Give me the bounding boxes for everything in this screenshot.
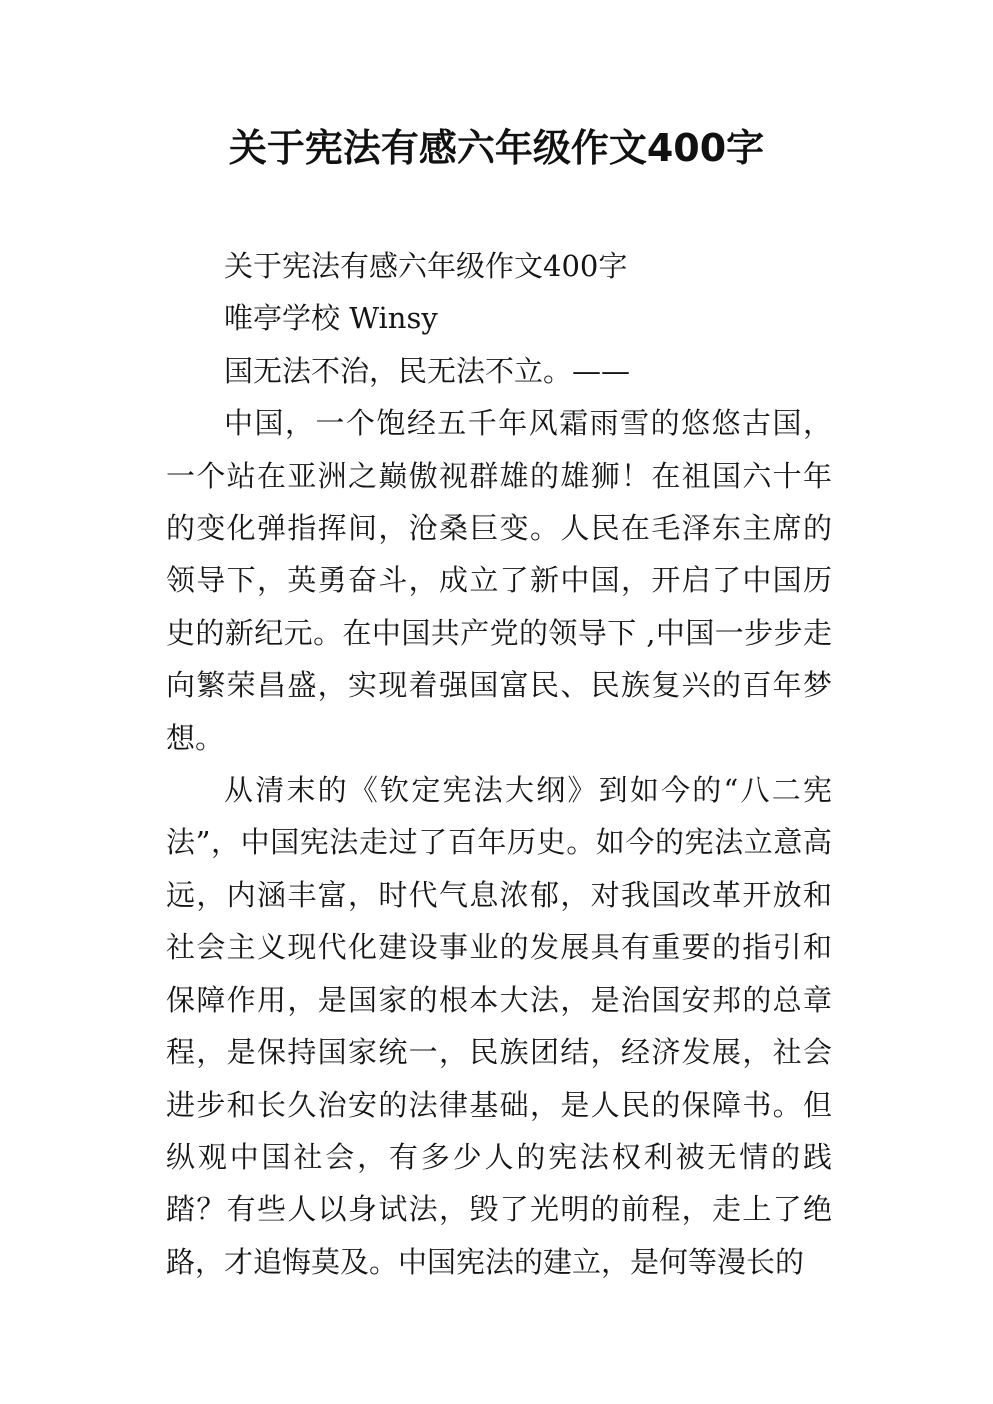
paragraph-constitution: 从清末的《钦定宪法大纲》到如今的“八二宪法”，中国宪法走过了百年历史。如今的宪法立意高远，内涵丰富，时代气息浓郁，对我国改革开放和社会主义现代化建设事业的发展具有重要的指引和保障作用，是国家的根本大法，是治国安邦的总章程，是保持国家统一，民族团结，经济发展，社会进步和长久治安的法律基础，是人民的保障书。但纵观中国社会，有多少人的宪法权利被无情的践踏？有些人以身试法，毁了光明的前程，走上了绝路，才追悔莫及。中国宪法的建立，是何等漫长的 [166, 773, 832, 1279]
paragraph-heading: 关于宪法有感六年级作文400字 [224, 249, 628, 283]
paragraph-china: 中国，一个饱经五千年风霜雨雪的悠悠古国，一个站在亚洲之巅傲视群雄的雄狮！在祖国六十年的变化弹指挥间，沧桑巨变。人民在毛泽东主席的领导下，英勇奋斗，成立了新中国，开启了中国历史的新纪元。在中国共产党的领导下 ,中国一步步走向繁荣昌盛，实现着强国富民、民族复兴的百年梦想。 [166, 406, 833, 755]
paragraph-author: 唯亭学校 Winsy [224, 301, 438, 336]
paragraph-quote: 国无法不治，民无法不立。—— [224, 353, 631, 388]
document-title: 关于宪法有感六年级作文400字 [228, 126, 765, 170]
document-body [166, 240, 832, 1288]
